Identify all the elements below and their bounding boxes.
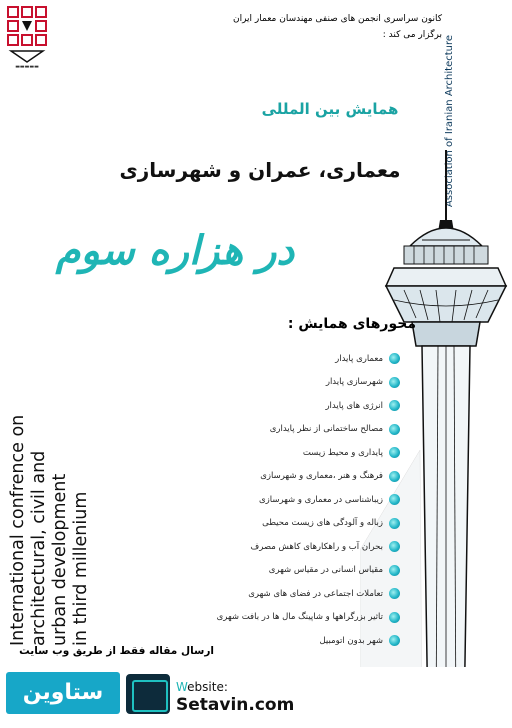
association-text [62, 11, 442, 43]
brand-name: ستاوین [22, 680, 104, 705]
theme-item: انرژی های پایدار [70, 394, 400, 418]
english-title-line3: urban development [50, 473, 70, 646]
bullet-icon [389, 635, 400, 646]
association-line-1: کانون سراسری انجمن های صنفی مهندسان معمار ایران [232, 14, 442, 24]
bullet-icon [389, 565, 400, 576]
logo-caption-graphic: ▬▬▬▬▬ [15, 64, 39, 70]
english-title-text [8, 354, 118, 646]
bullet-icon [389, 612, 400, 623]
theme-item: معماری پایدار [70, 347, 400, 371]
english-title-line1: International confrence on [8, 414, 28, 646]
bullet-icon [389, 447, 400, 458]
conference-subtitle: همایش بین المللی [261, 100, 399, 118]
theme-item: مصالح ساختمانی از نظر پایداری [70, 418, 400, 442]
bullet-icon [389, 471, 400, 482]
conference-title: معماری، عمران و شهرسازی [119, 158, 401, 182]
theme-item: شهرسازی پایدار [70, 371, 400, 395]
bullet-icon [389, 588, 400, 599]
english-title-line2: architectural, civil and [29, 450, 49, 646]
submission-note: ارسال مقاله فقط از طریق وب سایت [19, 645, 214, 657]
theme-item: تاثیر بزرگراهها و شاپینگ مال ها در بافت شهری [70, 606, 400, 630]
english-title-block [8, 354, 118, 646]
theme-item: تعاملات اجتماعی در فضای های شهری [70, 582, 400, 606]
conference-tagline: در هزاره سوم [55, 228, 295, 274]
theme-item: مقیاس انسانی در مقیاس شهری [70, 559, 400, 583]
theme-item: بحران آب و راهکارهای کاهش مصرف [70, 535, 400, 559]
themes-heading: محورهای همایش : [287, 316, 416, 332]
vertical-english-text: Association of Iranian Architecture [444, 34, 455, 208]
bullet-icon [389, 353, 400, 364]
bullet-icon [389, 518, 400, 529]
website-link[interactable]: Setavin.com [176, 695, 295, 715]
theme-item: زیباشناسی در معماری و شهرسازی [70, 488, 400, 512]
theme-item: فرهنگ و هنر ،معماری و شهرسازی [70, 465, 400, 489]
bullet-icon [389, 424, 400, 435]
bullet-icon [389, 377, 400, 388]
website-prefix: W [176, 680, 188, 694]
theme-item: زباله و آلودگی های زیست محیطی [70, 512, 400, 536]
website-label: Website: [176, 680, 228, 694]
brand-logo-icon [126, 674, 170, 714]
bullet-icon [389, 400, 400, 411]
themes-list [70, 347, 400, 653]
bullet-icon [389, 541, 400, 552]
bullet-icon [389, 494, 400, 505]
association-line-2: برگزار می کند : [382, 30, 442, 40]
association-logo [7, 6, 47, 66]
english-title-line4: in third millenium [71, 491, 91, 646]
theme-item: پایداری و محیط زیست [70, 441, 400, 465]
theme-item: شهر بدون اتومبیل [70, 629, 400, 653]
